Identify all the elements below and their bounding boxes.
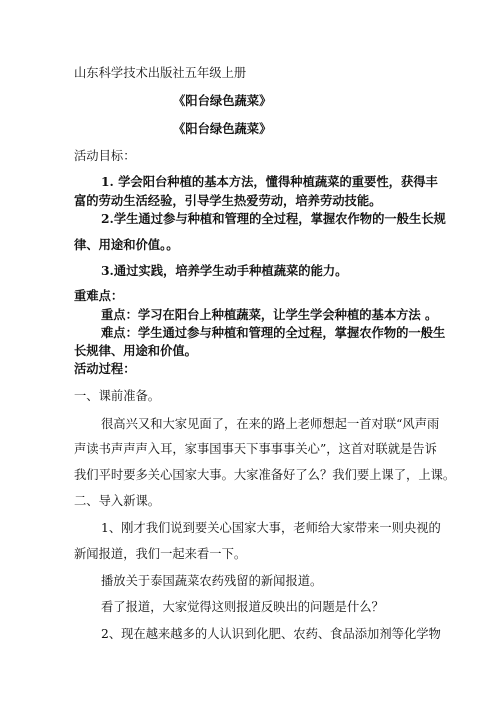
section-1-para-line-1: 很高兴又和大家见面了，在来的路上老师想起一首对联“风声雨 [101,417,440,431]
section-2-para-1-line-1: 1、刚才我们说到要关心国家大事，老师给大家带来一则央视的 [101,521,441,535]
section-1-para-line-2: 声读书声声声入耳，家事国事天下事事事关心”，这首对联就是告诉 [74,442,437,456]
title-line-1: 《阳台绿色蔬菜》 [173,93,272,108]
goal-2-line-2: 律、用途和价值。。 [74,237,179,252]
publisher-line: 山东科学技术出版社五年级上册 [74,66,247,80]
section-2-para-4-line-1: 2、现在越来越多的人认识到化肥、农药、食品添加剂等化学物 [101,627,441,641]
section-1-heading: 一、课前准备。 [74,389,161,403]
goal-1-line-2: 富的劳动生活经验，引导学生热爱劳动，培养劳动技能。 [74,193,382,208]
section-2-para-2: 播放关于泰国蔬菜农药残留的新闻报道。 [101,574,323,588]
goal-3: 3.通过实践，培养学生动手种植蔬菜的能力。 [101,263,348,278]
section-2-para-3: 看了报道，大家觉得这则报道反映出的问题是什么？ [101,600,384,614]
process-heading: 活动过程： [74,361,136,376]
key-point-difficult-line-1: 难点：学生通过参与种植和管理的全过程，掌握农作物的一般生 [101,325,446,340]
title-line-2: 《阳台绿色蔬菜》 [173,121,272,136]
section-2-para-1-line-2: 新闻报道，我们一起来看一下。 [74,547,247,561]
goals-heading: 活动目标： [74,149,136,163]
goal-1-line-1: 1. 学会阳台种植的基本方法，懂得种植蔬菜的重要性，获得丰 [101,174,438,189]
section-2-heading: 二、导入新课。 [74,494,161,508]
section-1-para-line-3: 我们平时要多关心国家大事。大家准备好了么？我们要上课了，上课。 [74,468,456,482]
goal-2-line-1: 2.学生通过参与种植和管理的全过程，掌握农作物的一般生长规 [101,211,446,226]
key-points-heading: 重难点： [74,288,124,303]
key-point-main: 重点：学习在阳台上种植蔬菜，让学生学会种植的基本方法 。 [101,307,438,322]
key-point-difficult-line-2: 长规律、用途和价值。 [74,343,197,358]
